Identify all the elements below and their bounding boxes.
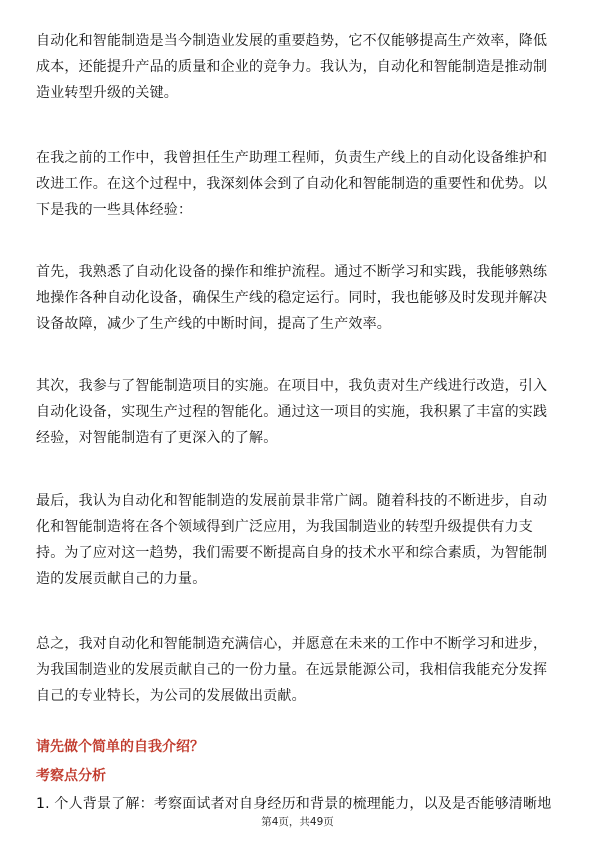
paragraph-3: 首先，我熟悉了自动化设备的操作和维护流程。通过不断学习和实践，我能够熟练 地操作各种自动化设备，确保生产线的稳定运行。同时，我也能够及时发现并解决 设备故障，减少了生产线的中断时间，提高了生产效率。 xyxy=(36,264,548,332)
analysis-item-1: 1. 个人背景了解：考察面试者对自身经历和背景的梳理能力，以及是否能够清晰地 xyxy=(36,796,552,812)
paragraph-1: 自动化和智能制造是当今制造业发展的重要趋势，它不仅能够提高生产效率，降低 成本，还能提升产品的质量和企业的竞争力。我认为，自动化和智能制造是推动制 造业转型升级的关键。 xyxy=(36,33,548,101)
question-heading: 请先做个简单的自我介绍？ xyxy=(36,739,204,755)
paragraph-6: 总之，我对自动化和智能制造充满信心，并愿意在未来的工作中不断学习和进步， 为我国制造业的发展贡献自己的一份力量。在远景能源公司，我相信我能充分发挥 自己的专业特长，为公司的发展做出贡献。 xyxy=(36,636,548,704)
page-number: 第4页，共49页 xyxy=(261,816,334,828)
paragraph-4: 其次，我参与了智能制造项目的实施。在项目中，我负责对生产线进行改造，引入 自动化设备，实现生产过程的智能化。通过这一项目的实施，我积累了丰富的实践 经验，对智能制造有了更深入的了解。 xyxy=(36,378,548,446)
paragraph-2: 在我之前的工作中，我曾担任生产助理工程师，负责生产线上的自动化设备维护和 改进工作。在这个过程中，我深刻体会到了自动化和智能制造的重要性和优势。以 下是我的一些具体经验： xyxy=(36,150,548,218)
analysis-heading: 考察点分析 xyxy=(36,768,106,784)
paragraph-5: 最后，我认为自动化和智能制造的发展前景非常广阔。随着科技的不断进步，自动 化和智能制造将在各个领域得到广泛应用，为我国制造业的转型升级提供有力支 持。为了应对这一趋势，我们需要不断提高自身的技术水平和综合素质，为智能制 造的发展贡献自己的力量。 xyxy=(36,493,548,587)
